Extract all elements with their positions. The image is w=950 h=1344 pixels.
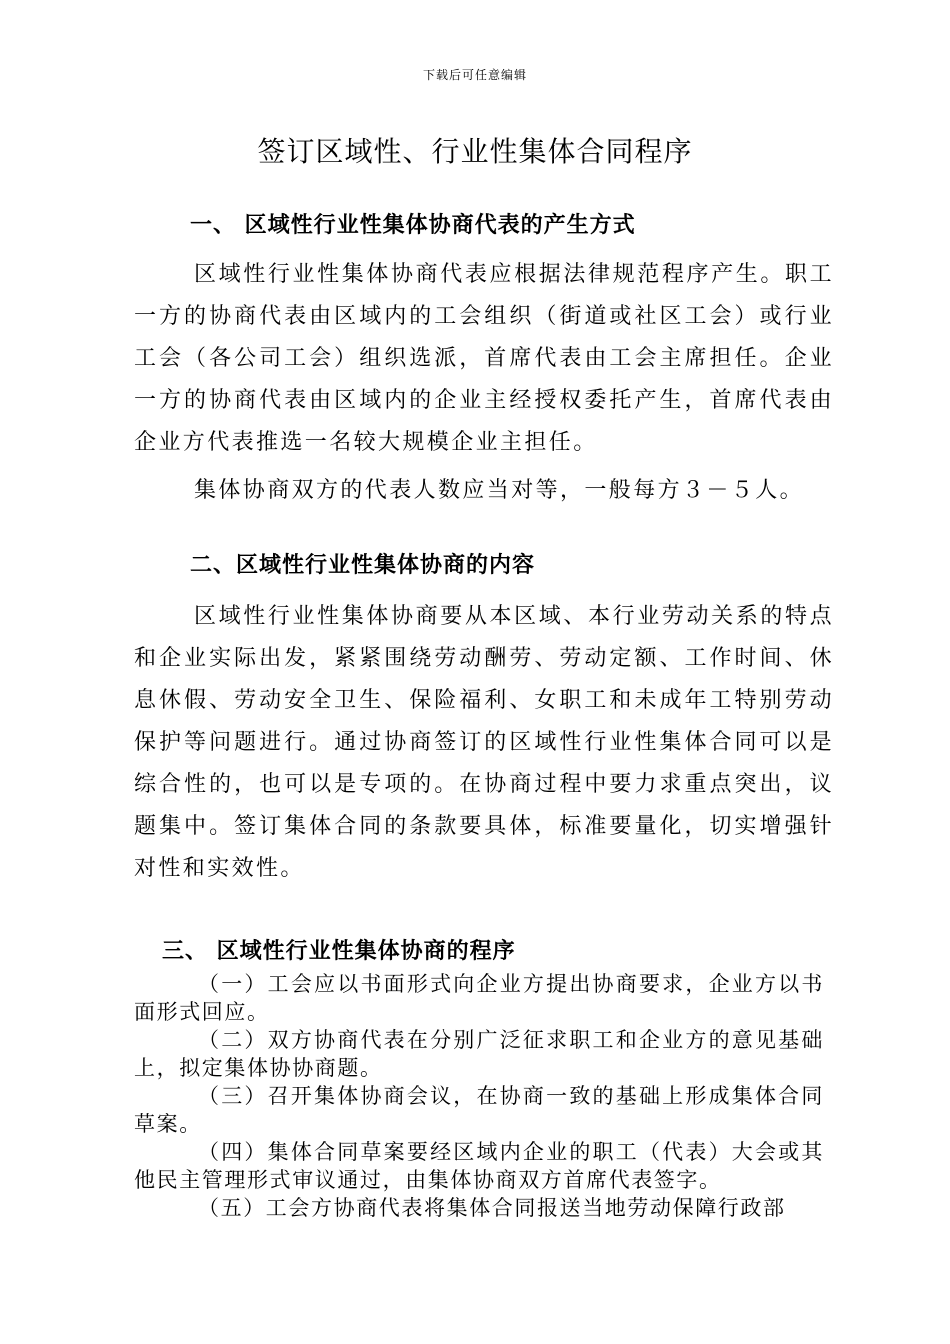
procedure-step-4: （四）集体合同草案要经区域内企业的职工（代表）大会或其他民主管理形式审议通过，由集体协商双方首席代表签字。 [134, 1140, 824, 1192]
procedure-step-3: （三）召开集体协商会议，在协商一致的基础上形成集体合同草案。 [134, 1084, 824, 1136]
procedure-step-1: （一）工会应以书面形式向企业方提出协商要求，企业方以书面形式回应。 [134, 972, 824, 1024]
section-1-paragraph-2: 集体协商双方的代表人数应当对等，一般每方３－５人。 [194, 478, 805, 503]
section-2-heading: 二、区域性行业性集体协商的内容 [190, 552, 536, 578]
section-1-heading: 一、 区域性行业性集体协商代表的产生方式 [190, 212, 636, 238]
section-3-steps [134, 970, 824, 1222]
procedure-step-5: （五）工会方协商代表将集体合同报送当地劳动保障行政部 [198, 1196, 786, 1220]
document-title: 签订区域性、行业性集体合同程序 [257, 135, 693, 168]
procedure-step-2: （二）双方协商代表在分别广泛征求职工和企业方的意见基础上，拟定集体协协商题。 [134, 1028, 824, 1080]
section-3-heading: 三、 区域性行业性集体协商的程序 [162, 938, 516, 964]
header-note: 下载后可任意编辑 [422, 68, 527, 82]
section-1-paragraph-1: 区域性行业性集体协商代表应根据法律规范程序产生。职工一方的协商代表由区域内的工会组织（街道或社区工会）或行业工会（各公司工会）组织选派，首席代表由工会主席担任。企业一方的协商代表由区域内的企业主经授权委托产生，首席代表由企业方代表推选一名较大规模企业主担任。 [134, 262, 834, 455]
section-2-paragraph-1: 区域性行业性集体协商要从本区域、本行业劳动关系的特点和企业实际出发，紧紧围绕劳动酬劳、劳动定额、工作时间、休息休假、劳动安全卫生、保险福利、女职工和未成年工特别劳动保护等问题进行。通过协商签订的区域性行业性集体合同可以是综合性的，也可以是专项的。在协商过程中要力求重点突出，议题集中。签订集体合同的条款要具体，标准要量化，切实增强针对性和实效性。 [134, 604, 834, 881]
